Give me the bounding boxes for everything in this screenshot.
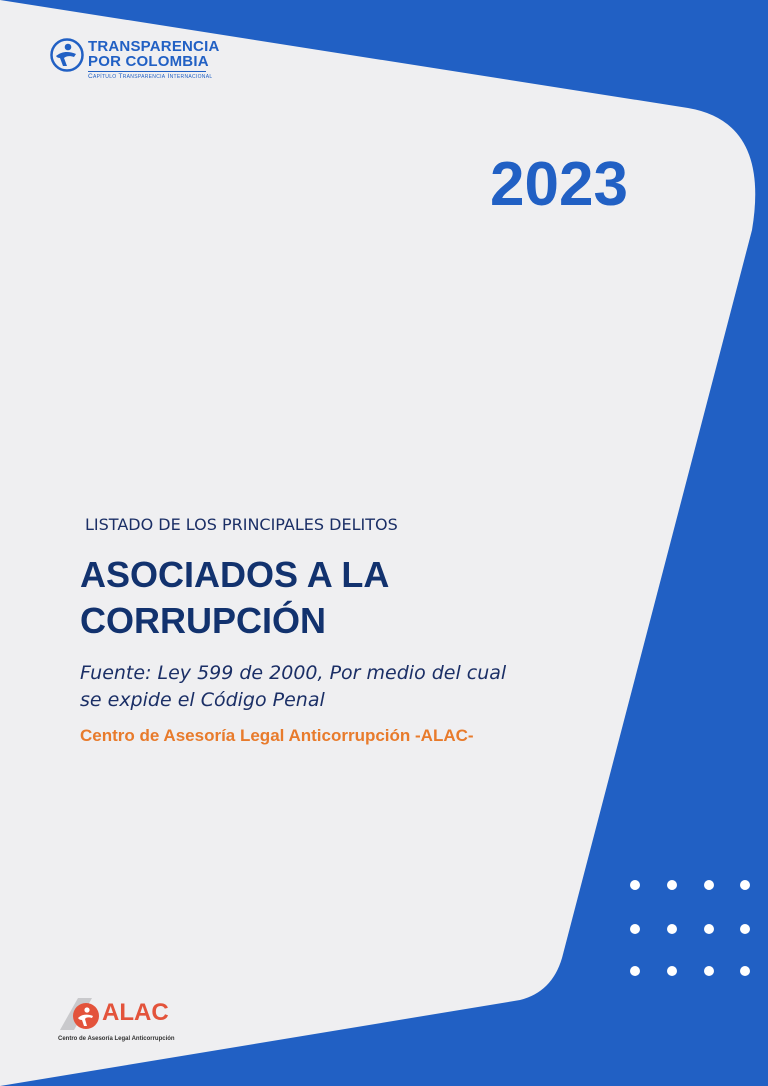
dot (667, 880, 677, 890)
dot (740, 924, 750, 934)
tpc-logo-rule (88, 71, 206, 72)
tpc-logo-subtitle: Capítulo Transparencia Internacional (88, 73, 213, 80)
dot (630, 966, 640, 976)
dot (667, 924, 677, 934)
document-title: ASOCIADOS A LA CORRUPCIÓN (80, 554, 389, 641)
document-subtitle: LISTADO DE LOS PRINCIPALES DELITOS (85, 515, 398, 534)
dot (667, 966, 677, 976)
report-year: 2023 (490, 150, 628, 219)
source-note: Fuente: Ley 599 de 2000, Por medio del cual se expide el Código Penal (80, 662, 507, 711)
dot (740, 966, 750, 976)
alac-logo-icon (58, 996, 102, 1032)
center-name: Centro de Asesoría Legal Anticorrupción -ALAC- (80, 726, 474, 745)
alac-logo-text: ALAC (102, 999, 169, 1026)
alac-logo (58, 996, 198, 1046)
dots-pattern (630, 880, 760, 980)
tpc-logo-line2: POR COLOMBIA (88, 53, 209, 70)
dot (630, 880, 640, 890)
tpc-logo-icon (50, 38, 84, 72)
tpc-logo (50, 38, 220, 88)
dot (704, 880, 714, 890)
dot (740, 880, 750, 890)
dot (630, 924, 640, 934)
tpc-logo-line1: TRANSPARENCIA (88, 38, 220, 55)
dot (704, 924, 714, 934)
dot (704, 966, 714, 976)
alac-logo-subtitle: Centro de Asesoría Legal Anticorrupción (58, 1036, 175, 1042)
